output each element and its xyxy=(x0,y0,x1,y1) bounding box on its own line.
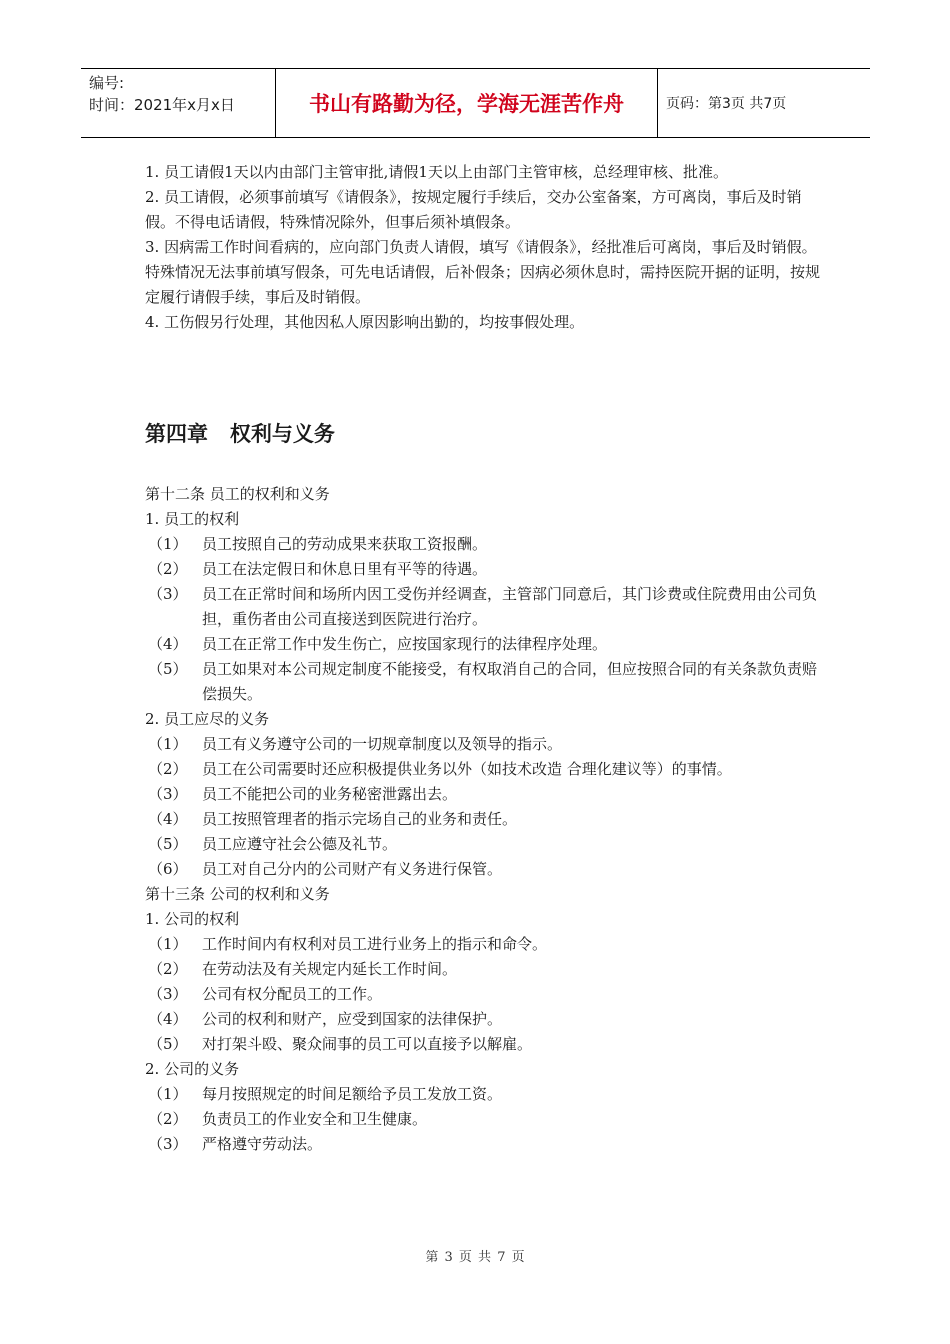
list-item xyxy=(145,832,825,857)
item-text: 员工在正常工作中发生伤亡，应按国家现行的法律程序处理。 xyxy=(202,635,608,653)
list-item xyxy=(145,982,825,1007)
item-number: （5） xyxy=(148,660,188,678)
item-text: 员工在公司需要时还应积极提供业务以外（如技术改造 合理化建议等）的事情。 xyxy=(202,760,732,778)
section-heading: 2. 公司的义务 xyxy=(145,1060,240,1078)
item-text: 员工有义务遵守公司的一切规章制度以及领导的指示。 xyxy=(202,735,563,753)
list-item xyxy=(145,932,825,957)
item-text: 对打架斗殴、聚众闹事的员工可以直接予以解雇。 xyxy=(202,1035,533,1053)
list-item xyxy=(145,957,825,982)
header-motto: 书山有路勤为径，学海无涯苦作舟 xyxy=(276,69,658,137)
item-text: 员工按照自己的劳动成果来获取工资报酬。 xyxy=(202,535,488,553)
item-number: （2） xyxy=(148,960,188,978)
list-item xyxy=(145,1132,825,1157)
item-text: 公司有权分配员工的工作。 xyxy=(202,985,383,1003)
page-header xyxy=(81,68,870,138)
article-title: 第十三条 公司的权利和义务 xyxy=(145,885,330,903)
chapter-title: 第四章 权利与义务 xyxy=(145,422,335,446)
item-text: 在劳动法及有关规定内延长工作时间。 xyxy=(202,960,458,978)
list-item xyxy=(145,857,825,882)
page-footer: 第 3 页 共 7 页 xyxy=(425,1250,525,1265)
list-item xyxy=(145,1032,825,1057)
intro-section xyxy=(145,160,825,335)
item-number: （1） xyxy=(148,1085,188,1103)
item-number: （5） xyxy=(148,1035,188,1053)
document-time: 时间：2021年x月x日 xyxy=(89,96,235,114)
item-number: （4） xyxy=(148,810,188,828)
item-text: 严格遵守劳动法。 xyxy=(202,1135,323,1153)
list-item xyxy=(145,1082,825,1107)
list-item xyxy=(145,582,825,632)
intro-item: 2. 员工请假，必须事前填写《请假条》，按规定履行手续后，交办公室备案，方可离岗，事后及时销假。不得电话请假，特殊情况除外，但事后须补填假条。 xyxy=(145,188,802,231)
item-text: 公司的权利和财产，应受到国家的法律保护。 xyxy=(202,1010,503,1028)
item-number: （2） xyxy=(148,760,188,778)
item-number: （4） xyxy=(148,635,188,653)
list-item xyxy=(145,632,825,657)
item-number: （5） xyxy=(148,835,188,853)
list-item xyxy=(145,657,825,707)
intro-item: 1. 员工请假1天以内由部门主管审批,请假1天以上由部门主管审核，总经理审核、批准。 xyxy=(145,163,728,181)
item-text: 员工不能把公司的业务秘密泄露出去。 xyxy=(202,785,458,803)
item-number: （3） xyxy=(148,785,188,803)
item-number: （1） xyxy=(148,535,188,553)
list-item xyxy=(145,732,825,757)
item-number: （2） xyxy=(148,1110,188,1128)
item-number: （3） xyxy=(148,985,188,1003)
list-item xyxy=(145,1107,825,1132)
item-text: 负责员工的作业安全和卫生健康。 xyxy=(202,1110,428,1128)
section-heading: 1. 公司的权利 xyxy=(145,910,240,928)
document-number-label: 编号: xyxy=(89,74,125,92)
header-page-code: 页码：第3页 共7页 xyxy=(666,96,787,112)
item-text: 员工在法定假日和休息日里有平等的待遇。 xyxy=(202,560,488,578)
item-text: 员工应遵守社会公德及礼节。 xyxy=(202,835,398,853)
item-text: 员工在正常时间和场所内因工受伤并经调查，主管部门同意后，其门诊费或住院费用由公司负担，重伤者由公司直接送到医院进行治疗。 xyxy=(202,585,818,628)
item-text: 工作时间内有权利对员工进行业务上的指示和命令。 xyxy=(202,935,548,953)
item-number: （2） xyxy=(148,560,188,578)
item-number: （1） xyxy=(148,935,188,953)
list-item xyxy=(145,807,825,832)
header-meta xyxy=(81,69,276,137)
item-number: （1） xyxy=(148,735,188,753)
article-title: 第十二条 员工的权利和义务 xyxy=(145,485,330,503)
item-text: 员工按照管理者的指示完场自己的业务和责任。 xyxy=(202,810,518,828)
section-heading: 2. 员工应尽的义务 xyxy=(145,710,270,728)
list-item xyxy=(145,557,825,582)
item-text: 员工如果对本公司规定制度不能接受，有权取消自己的合同，但应按照合同的有关条款负责赔偿损失。 xyxy=(202,660,818,703)
item-text: 每月按照规定的时间足额给予员工发放工资。 xyxy=(202,1085,503,1103)
item-text: 员工对自己分内的公司财产有义务进行保管。 xyxy=(202,860,503,878)
list-item xyxy=(145,757,825,782)
list-item xyxy=(145,782,825,807)
list-item xyxy=(145,1007,825,1032)
item-number: （6） xyxy=(148,860,188,878)
item-number: （4） xyxy=(148,1010,188,1028)
list-item xyxy=(145,532,825,557)
item-number: （3） xyxy=(148,1135,188,1153)
section-heading: 1. 员工的权利 xyxy=(145,510,240,528)
articles-section xyxy=(145,482,825,1157)
item-number: （3） xyxy=(148,585,188,603)
intro-item: 3. 因病需工作时间看病的，应向部门负责人请假，填写《请假条》，经批准后可离岗，事后及时销假。特殊情况无法事前填写假条，可先电话请假，后补假条；因病必须休息时，需持医院开据的证明，按规定履行请假手续，事后及时销假。 xyxy=(145,238,821,306)
intro-item: 4. 工伤假另行处理，其他因私人原因影响出勤的，均按事假处理。 xyxy=(145,313,585,331)
